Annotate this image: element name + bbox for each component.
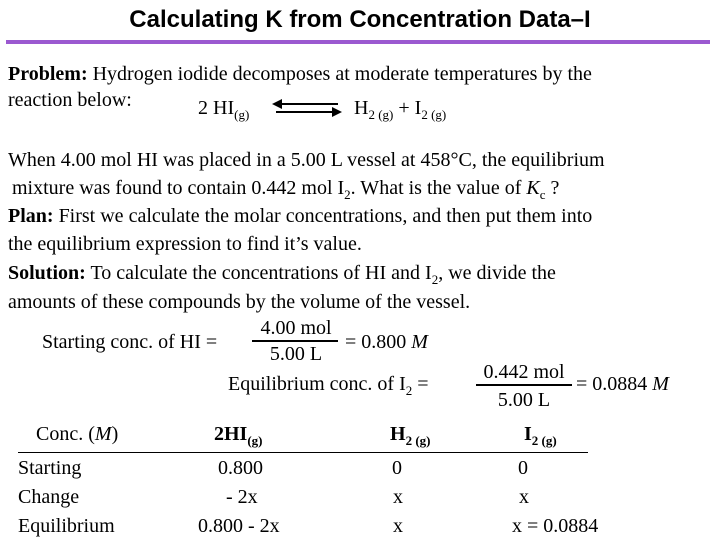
reaction-products: $H_{2 (g)} + I_{2 (g)}$ bbox=[354, 97, 447, 122]
plan-label: Plan: bbox=[8, 205, 54, 227]
table-header-rule bbox=[18, 452, 588, 453]
plan-text-1: First we calculate the molar concentrations, and then put them into bbox=[58, 205, 593, 227]
equilibrium-conc-label: Equilibrium conc. of $I_2$ = bbox=[228, 373, 429, 398]
reaction-reactant: 2 $HI_{(g)}$ bbox=[198, 97, 250, 122]
cell-hi: 0.800 - 2x bbox=[198, 515, 280, 537]
problem-text-2: reaction below: bbox=[8, 89, 132, 111]
row-label: Equilibrium bbox=[18, 515, 115, 537]
equilibrium-arrows-icon bbox=[272, 98, 342, 118]
row-label: Change bbox=[18, 486, 80, 508]
starting-conc-denominator: 5.00 L bbox=[269, 343, 323, 365]
slide-title: Calculating K from Concentration Data–I bbox=[129, 6, 591, 33]
problem-line-1 bbox=[8, 62, 592, 86]
cell-h2: 0 bbox=[392, 457, 402, 479]
cell-i2: 0 bbox=[518, 457, 528, 479]
cell-hi: 0.800 bbox=[218, 457, 263, 479]
problem-label: Problem: bbox=[8, 63, 88, 85]
equilibrium-conc-result: = 0.0884 M bbox=[576, 373, 669, 395]
row-label: Starting bbox=[18, 457, 82, 479]
cell-i2: x bbox=[519, 486, 529, 508]
table-header-conc: Conc. (M) bbox=[36, 423, 119, 445]
plan-line-1 bbox=[8, 204, 592, 228]
cell-h2: x bbox=[393, 486, 403, 508]
equilibrium-conc-fraction-bar bbox=[476, 384, 572, 386]
problem-text-3: When 4.00 mol HI was placed in a 5.00 L vessel at 458°C, the equilibrium bbox=[8, 149, 605, 171]
table-header-h2: $H_{2 (g)}$ bbox=[390, 423, 431, 448]
cell-h2: x bbox=[393, 515, 403, 537]
equilibrium-conc-numerator: 0.442 mol bbox=[483, 361, 565, 383]
problem-text-1: Hydrogen iodide decomposes at moderate temperatures by the bbox=[92, 63, 592, 85]
cell-i2: x = 0.0884 bbox=[512, 515, 599, 537]
equilibrium-conc-denominator: 5.00 L bbox=[497, 389, 551, 411]
title-divider bbox=[6, 40, 710, 44]
starting-conc-label: Starting conc. of HI = bbox=[42, 331, 218, 353]
solution-line-1: Solution: To calculate the concentrations of HI and $I_2$, we divide the bbox=[8, 262, 556, 287]
cell-hi: - 2x bbox=[226, 486, 258, 508]
starting-conc-result: = 0.800 M bbox=[345, 331, 428, 353]
table-header-i2: $I_{2 (g)}$ bbox=[524, 423, 557, 448]
table-header-hi: $2HI_{(g)}$ bbox=[214, 423, 263, 448]
solution-text-2: amounts of these compounds by the volume of the vessel. bbox=[8, 291, 471, 313]
problem-text-4: mixture was found to contain 0.442 mol $I_2$. What is the value of $K_c$ ? bbox=[12, 177, 560, 202]
plan-text-2: the equilibrium expression to find it’s value. bbox=[8, 233, 362, 255]
solution-label: Solution: bbox=[8, 262, 86, 284]
starting-conc-numerator: 4.00 mol bbox=[260, 317, 332, 339]
